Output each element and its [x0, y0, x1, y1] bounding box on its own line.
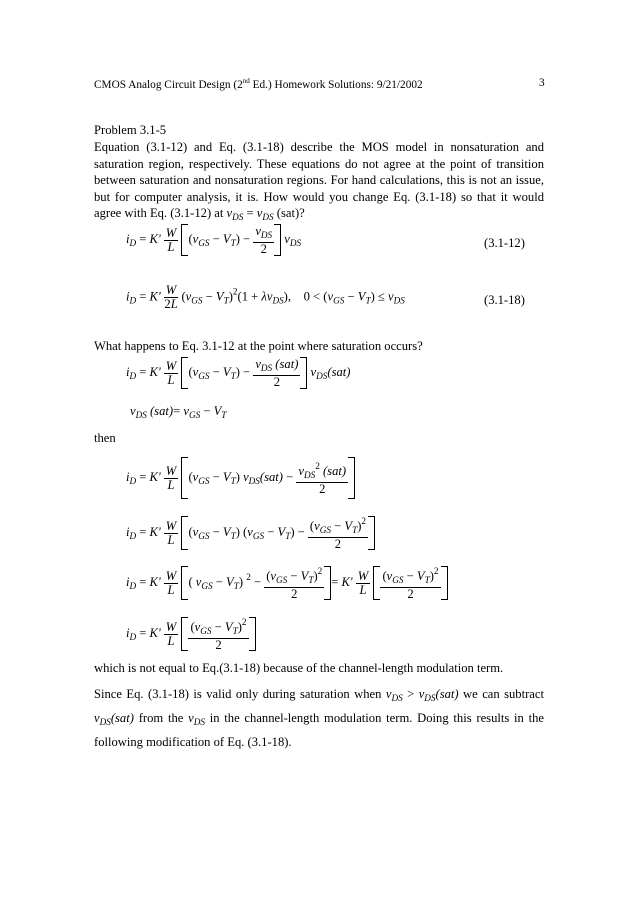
equation-step-3: $i_D = K'$ $\frac{W}{L}$ ( $v_{GS} - V_T$) $^2$ − $\frac{(v_{GS} - V_T)^2}{2}$ = K' $\frac{W}{L}$ $\frac{(v_{GS} - V_T)^2}{2}$ — [126, 565, 448, 601]
equation-id-sat: $i_D = K'$ $\frac{W}{L}$ $(v_{GS} - V_T)$ − $\frac{v_{DS} (sat)}{2}$ $v_{DS}(sat)$ — [126, 356, 351, 389]
header-title: CMOS Analog Circuit Design (2 — [94, 79, 243, 91]
question-text: What happens to Eq. 3.1-12 at the point where saturation occurs? — [94, 339, 423, 353]
since-paragraph: Since Eq. (3.1-18) is valid only during saturation when $v_{DS} > v_{DS}(sat)$ we can subtract $v_{DS}(sat)$ from the $v_{DS}$ in the channel-length modulation term. Doing this results in the following modification of Eq. (3.1-18). — [94, 687, 544, 749]
equation-step-2: $i_D = K'$ $\frac{W}{L}$ $(v_{GS} - V_T) (v_{GS} - V_T)$ − $\frac{(v_{GS} - V_T)^2}{2}$ — [126, 515, 375, 551]
problem-title: Problem 3.1-5 — [94, 123, 167, 137]
page-header — [94, 77, 423, 91]
since-part-2: we can subtract — [458, 687, 544, 701]
intro-tail: (sat)? — [273, 206, 305, 220]
equation-step-4: $i_D = K'$ $\frac{W}{L}$ $\frac{(v_{GS} - V_T)^2}{2}$ — [126, 616, 256, 652]
since-part-3: from the — [133, 711, 189, 725]
eq-label-3-1-12: (3.1-12) — [484, 236, 525, 250]
header-title-rest: Ed.) Homework Solutions: 9/21/2002 — [249, 79, 423, 91]
header-title-sup: nd — [242, 77, 250, 85]
then-text: then — [94, 431, 116, 445]
equation-3-1-12: $i_D = K'$ $\frac{W}{L}$ $(v_{GS} - V_T)$ − $\frac{v_{DS}}{2}$ $v_{DS}$ — [126, 223, 302, 256]
since-part-1: Since Eq. (3.1-18) is valid only during saturation when — [94, 687, 386, 701]
equation-step-1: $i_D = K'$ $\frac{W}{L}$ $(v_{GS} - V_T) v_{DS}(sat)$ − $\frac{v_{DS}^2 (sat)}{2}$ — [126, 457, 355, 499]
intro-paragraph: Equation (3.1-12) and Eq. (3.1-18) describe the MOS model in nonsaturation and saturation region, respectively. These equations do not agree at the point of transition between saturation and nonsaturation regions. For hand calculations, this is not an issue, but for computer analysis, it is. How would you change Eq. (3.1-18) so that it would agree with Eq. (3.1-12) at $v_{DS} = v_{DS}$ (sat)? — [94, 140, 544, 222]
equation-vds-sat: $v_{DS}$ $(sat)= v_{GS} - V_T$ — [130, 404, 227, 420]
conclusion-text: which is not equal to Eq.(3.1-18) because of the channel-length modulation term. — [94, 661, 504, 675]
since-part-4: in the channel-length modulation term. Doing this results in the following modification of Eq. (3.1-18). — [94, 711, 544, 749]
equation-3-1-18: $i_D = K'$ $\frac{W}{2L}$ $(v_{GS} - V_T)^2(1 + \lambda v_{DS})$, $0 < (v_{GS} - V_T) \le v_{DS}$ — [126, 283, 405, 311]
eq-label-3-1-18: (3.1-18) — [484, 293, 525, 307]
page-number: 3 — [539, 77, 545, 89]
intro-text: Equation (3.1-12) and Eq. (3.1-18) describe the MOS model in nonsaturation and saturation region, respectively. These equations do not agree at the point of transition between saturation and nonsaturation regions. For hand calculations, this is not an issue, but for computer analysis, it is. How would you change Eq. (3.1-18) so that it would agree with Eq. (3.1-12) at — [94, 140, 544, 220]
